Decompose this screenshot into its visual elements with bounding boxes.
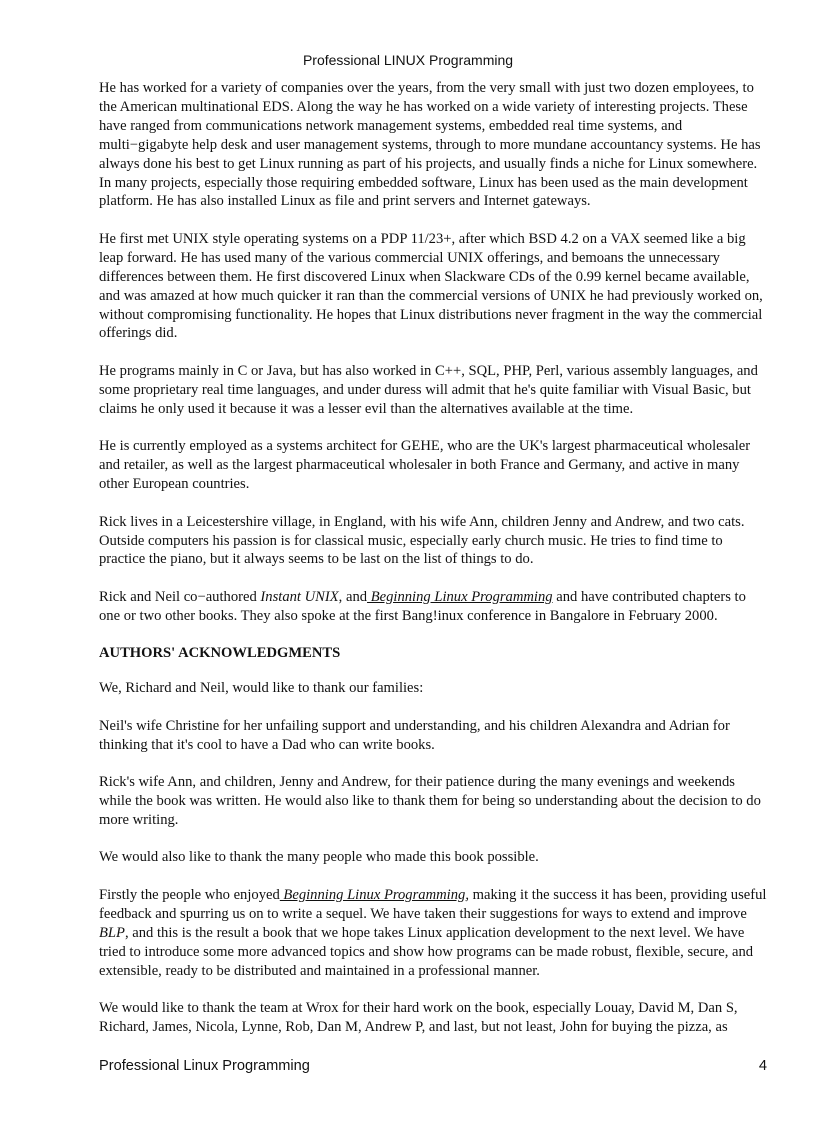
text-run: , making it the success it has been, providing useful feedback and spurring us on to write a sequel. We have taken their suggestions for ways to extend and improve xyxy=(99,886,767,922)
text-run: and have contributed chapters to one or two other books. They also spoke at the first Bang!inux conference in Bangalore in February 2000. xyxy=(99,588,746,624)
paragraph-rick-family: Rick's wife Ann, and children, Jenny and Andrew, for their patience during the many evenings and weekends while the book was written. He would also like to thank them for being so understanding about the decision to do more writing. xyxy=(99,774,761,828)
page-number: 4 xyxy=(758,1058,767,1074)
paragraph-career: He has worked for a variety of companies over the years, from the very small with just two dozen employees, to the American multinational EDS. Along the way he has worked on a wide variety of interesting projects. These have ranged from communications network management systems, embedded real time systems, and multi−gigabyte help desk and user management systems, through to more mundane accountancy systems. He has always done his best to get Linux running as part of his projects, and usually finds a niche for Linux somewhere. In many projects, especially those requiring embedded software, Linux has been used as the main development platform. He has also installed Linux as file and print servers and Internet gateways. xyxy=(99,80,761,210)
paragraph-readers xyxy=(99,886,767,981)
link-beginning-linux-programming[interactable]: Beginning Linux Programming xyxy=(279,886,466,903)
paragraph-neil-family: Neil's wife Christine for her unfailing support and understanding, and his children Alexandra and Adrian for thinking that it's cool to have a Dad who can write books. xyxy=(99,717,730,753)
book-abbrev-blp: BLP xyxy=(99,924,125,941)
paragraph-personal: Rick lives in a Leicestershire village, in England, with his wife Ann, children Jenny and Andrew, and two cats. Outside computers his passion is for classical music, especially early church music. He tries to find time to practice the piano, but it always seems to be last on the list of things to do. xyxy=(99,513,745,568)
text-run: Rick and Neil co−authored xyxy=(99,588,261,605)
running-footer xyxy=(99,1058,767,1074)
footer-title: Professional Linux Programming xyxy=(99,1058,310,1074)
page-body xyxy=(99,79,767,1055)
paragraph-employment: He is currently employed as a systems architect for GEHE, who are the UK's largest pharmaceutical wholesaler and retailer, as well as the largest pharmaceutical wholesaler in both France and Germany, and active in many other European countries. xyxy=(99,438,751,493)
paragraph-thanks: We would also like to thank the many people who made this book possible. xyxy=(99,849,539,866)
paragraph-families: We, Richard and Neil, would like to thank our families: xyxy=(99,680,424,697)
text-run: , and xyxy=(338,588,368,605)
paragraph-books xyxy=(99,588,767,626)
text-run: , and this is the result a book that we hope takes Linux application development to the next level. We have tried to introduce some more advanced topics and show how programs can be made robust, flexible, secure, and extensible, ready to be distributed and maintained in a professional manner. xyxy=(99,924,754,979)
link-beginning-linux-programming[interactable]: Beginning Linux Programming xyxy=(367,588,553,605)
paragraph-languages: He programs mainly in C or Java, but has also worked in C++, SQL, PHP, Perl, various assembly languages, and some proprietary real time languages, and under duress will admit that he's quite familiar with Visual Basic, but claims he only used it because it was a lesser evil than the alternatives available at the time. xyxy=(99,362,758,417)
section-heading-acknowledgments: AUTHORS' ACKNOWLEDGMENTS xyxy=(99,645,341,662)
book-title-instant-unix: Instant UNIX xyxy=(260,588,339,605)
paragraph-unix-history: He first met UNIX style operating systems on a PDP 11/23+, after which BSD 4.2 on a VAX seemed like a big leap forward. He has used many of the various commercial UNIX offerings, and bemoans the unnecessary differences between them. He first discovered Linux when Slackware CDs of the 0.99 kernel became available, and was amazed at how much quicker it ran than the commercial versions of UNIX he had previously worked on, without compromising functionality. He hopes that Linux distributions never fragment in the way the commercial offerings did. xyxy=(99,230,763,342)
text-run: Firstly the people who enjoyed xyxy=(99,886,280,903)
paragraph-wrox-team: We would like to thank the team at Wrox for their hard work on the book, especially Louay, David M, Dan S, Richard, James, Nicola, Lynne, Rob, Dan M, Andrew P, and last, but not least, John for buying the pizza, as xyxy=(99,1000,738,1035)
running-header: Professional LINUX Programming xyxy=(302,52,514,68)
